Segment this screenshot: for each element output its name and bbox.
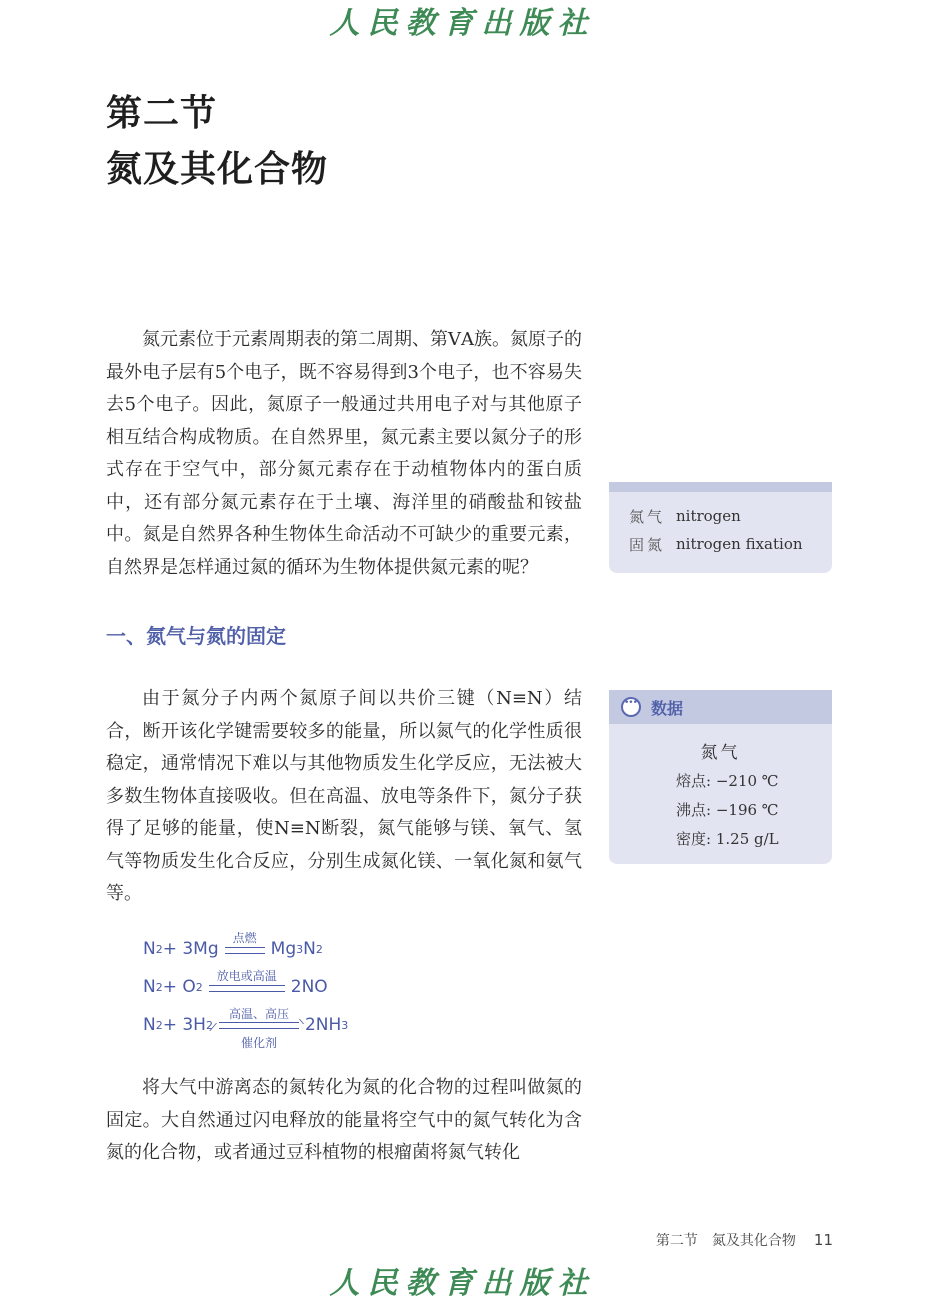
subscript: 2 — [205, 1018, 213, 1032]
section-number-title: 第二节 — [106, 93, 218, 134]
equation-mg — [143, 930, 463, 968]
chat-bubble-icon — [621, 697, 641, 717]
reversible-arrow — [219, 1007, 299, 1050]
subscript: 2 — [195, 980, 203, 994]
publisher-logo-top: 人民教育出版社 — [329, 6, 596, 41]
page-number: 11 — [813, 1231, 833, 1249]
product: N — [303, 939, 316, 959]
reactant: + O — [162, 977, 196, 997]
property-value: −210 ℃ — [715, 772, 779, 790]
equation-h2 — [143, 1006, 463, 1050]
reactant: N — [143, 1015, 156, 1035]
reactant: + 3H — [162, 1015, 206, 1035]
equation-o2 — [143, 968, 463, 1006]
data-box-label: 数据 — [651, 698, 684, 718]
term-row — [629, 502, 832, 530]
reactant: N — [143, 939, 156, 959]
equilibrium-lines — [219, 1022, 299, 1029]
reaction-condition: 放电或高温 — [216, 969, 277, 983]
term-row — [629, 530, 832, 558]
property-value: −196 ℃ — [715, 801, 779, 819]
equals-sign — [225, 947, 265, 954]
reaction-arrow — [225, 931, 265, 963]
equals-sign — [209, 985, 285, 992]
publisher-logo-bottom: 人民教育出版社 — [329, 1266, 596, 1301]
subscript: 3 — [341, 1018, 349, 1032]
property-row: 沸点: −196 ℃ — [676, 801, 779, 819]
subscript: 2 — [155, 942, 163, 956]
product: 2NH — [304, 1015, 342, 1035]
property-name: 熔点 — [676, 772, 707, 790]
stability-paragraph: 由于氮分子内两个氮原子间以共价三键（N≡N）结合，断开该化学键需要较多的能量，所以氮气的化学性质很稳定，通常情况下难以与其他物质发生化学反应，无法被大多数生物体直接吸收。但在高温、放电等条件下，氮分子获得了足够的能量，使N≡N断裂，氮气能够与镁、氧气、氢气等物质发生化合反应，分别生成氮化镁、一氧化氮和氨气等。 — [106, 688, 582, 904]
chemical-equations — [143, 930, 463, 1050]
reaction-catalyst: 催化剂 — [240, 1036, 277, 1050]
product: 2NO — [290, 977, 328, 997]
subscript: 3 — [296, 942, 304, 956]
reaction-condition: 点燃 — [232, 931, 257, 945]
terms-box — [609, 482, 832, 573]
footer-section: 第二节 氮及其化合物 — [655, 1233, 796, 1249]
data-box — [609, 690, 832, 864]
reactant: + 3Mg — [162, 939, 219, 959]
term-chinese: 氮气 — [629, 507, 666, 526]
subscript: 2 — [155, 1018, 163, 1032]
data-box-header — [609, 690, 832, 724]
reaction-arrow — [209, 969, 285, 1001]
subscript: 2 — [155, 980, 163, 994]
section-title: 氮及其化合物 — [106, 149, 329, 190]
section-heading: 一、氮气与氮的固定 — [106, 624, 286, 648]
property-name: 沸点 — [676, 801, 707, 819]
term-english: nitrogen fixation — [676, 535, 803, 553]
term-chinese: 固氮 — [629, 535, 666, 554]
terms-box-band — [609, 482, 832, 492]
property-row: 熔点: −210 ℃ — [676, 772, 779, 790]
property-value: 1.25 g/L — [715, 830, 779, 848]
fixation-paragraph: 将大气中游离态的氮转化为氮的化合物的过程叫做氮的固定。大自然通过闪电释放的能量将空气中的氮气转化为含氮的化合物，或者通过豆科植物的根瘤菌将氮气转化 — [106, 1077, 582, 1163]
reactant: N — [143, 977, 156, 997]
reaction-condition: 高温、高压 — [228, 1007, 289, 1021]
product: Mg — [270, 939, 297, 959]
property-name: 密度 — [676, 830, 707, 848]
term-english: nitrogen — [676, 507, 741, 525]
intro-paragraph: 氮元素位于元素周期表的第二周期、第ⅤA族。氮原子的最外电子层有5个电子，既不容易得到3个电子，也不容易失去5个电子。因此，氮原子一般通过共用电子对与其他原子相互结合构成物质。在自然界里，氮元素主要以氮分子的形式存在于空气中，部分氮元素存在于动植物体内的蛋白质中，还有部分氮元素存在于土壤、海洋里的硝酸盐和铵盐中。氮是自然界各种生物体生命活动不可缺少的重要元素，自然界是怎样通过氮的循环为生物体提供氮元素的呢？ — [106, 329, 582, 578]
data-substance: 氮气 — [700, 743, 741, 763]
page-footer — [656, 1230, 833, 1250]
property-row: 密度: 1.25 g/L — [676, 830, 779, 848]
subscript: 2 — [315, 942, 323, 956]
